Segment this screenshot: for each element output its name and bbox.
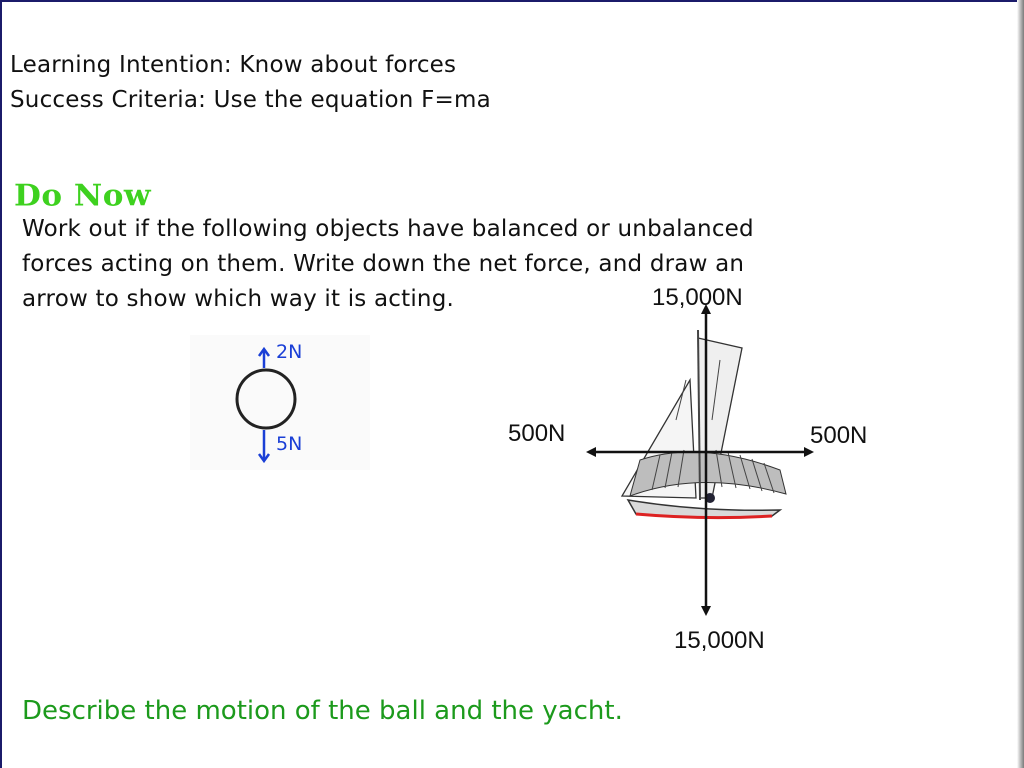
yacht-illustration <box>622 330 786 518</box>
instruction-line-2: forces acting on them. Write down the net force, and draw an <box>22 251 745 277</box>
yacht-right-force-label: 500N <box>810 422 868 449</box>
success-criteria: Success Criteria: Use the equation F=ma <box>10 87 491 113</box>
learning-intention: Learning Intention: Know about forces <box>10 52 457 78</box>
ball-up-force-label: 2N <box>276 341 303 363</box>
do-now-heading: Do Now <box>14 178 152 214</box>
instruction-line-3: arrow to show which way it is acting. <box>22 286 455 312</box>
motion-question: Describe the motion of the ball and the yacht. <box>22 696 623 726</box>
yacht-top-force-label: 15,000N <box>652 284 743 311</box>
yacht-bottom-force-label: 15,000N <box>674 627 765 654</box>
yacht-left-force-label: 500N <box>508 420 566 447</box>
ball-down-force-label: 5N <box>276 433 303 455</box>
yacht-down-arrowhead <box>701 606 711 616</box>
instruction-line-1: Work out if the following objects have balanced or unbalanced <box>22 216 754 242</box>
yacht-left-arrowhead <box>586 447 596 457</box>
